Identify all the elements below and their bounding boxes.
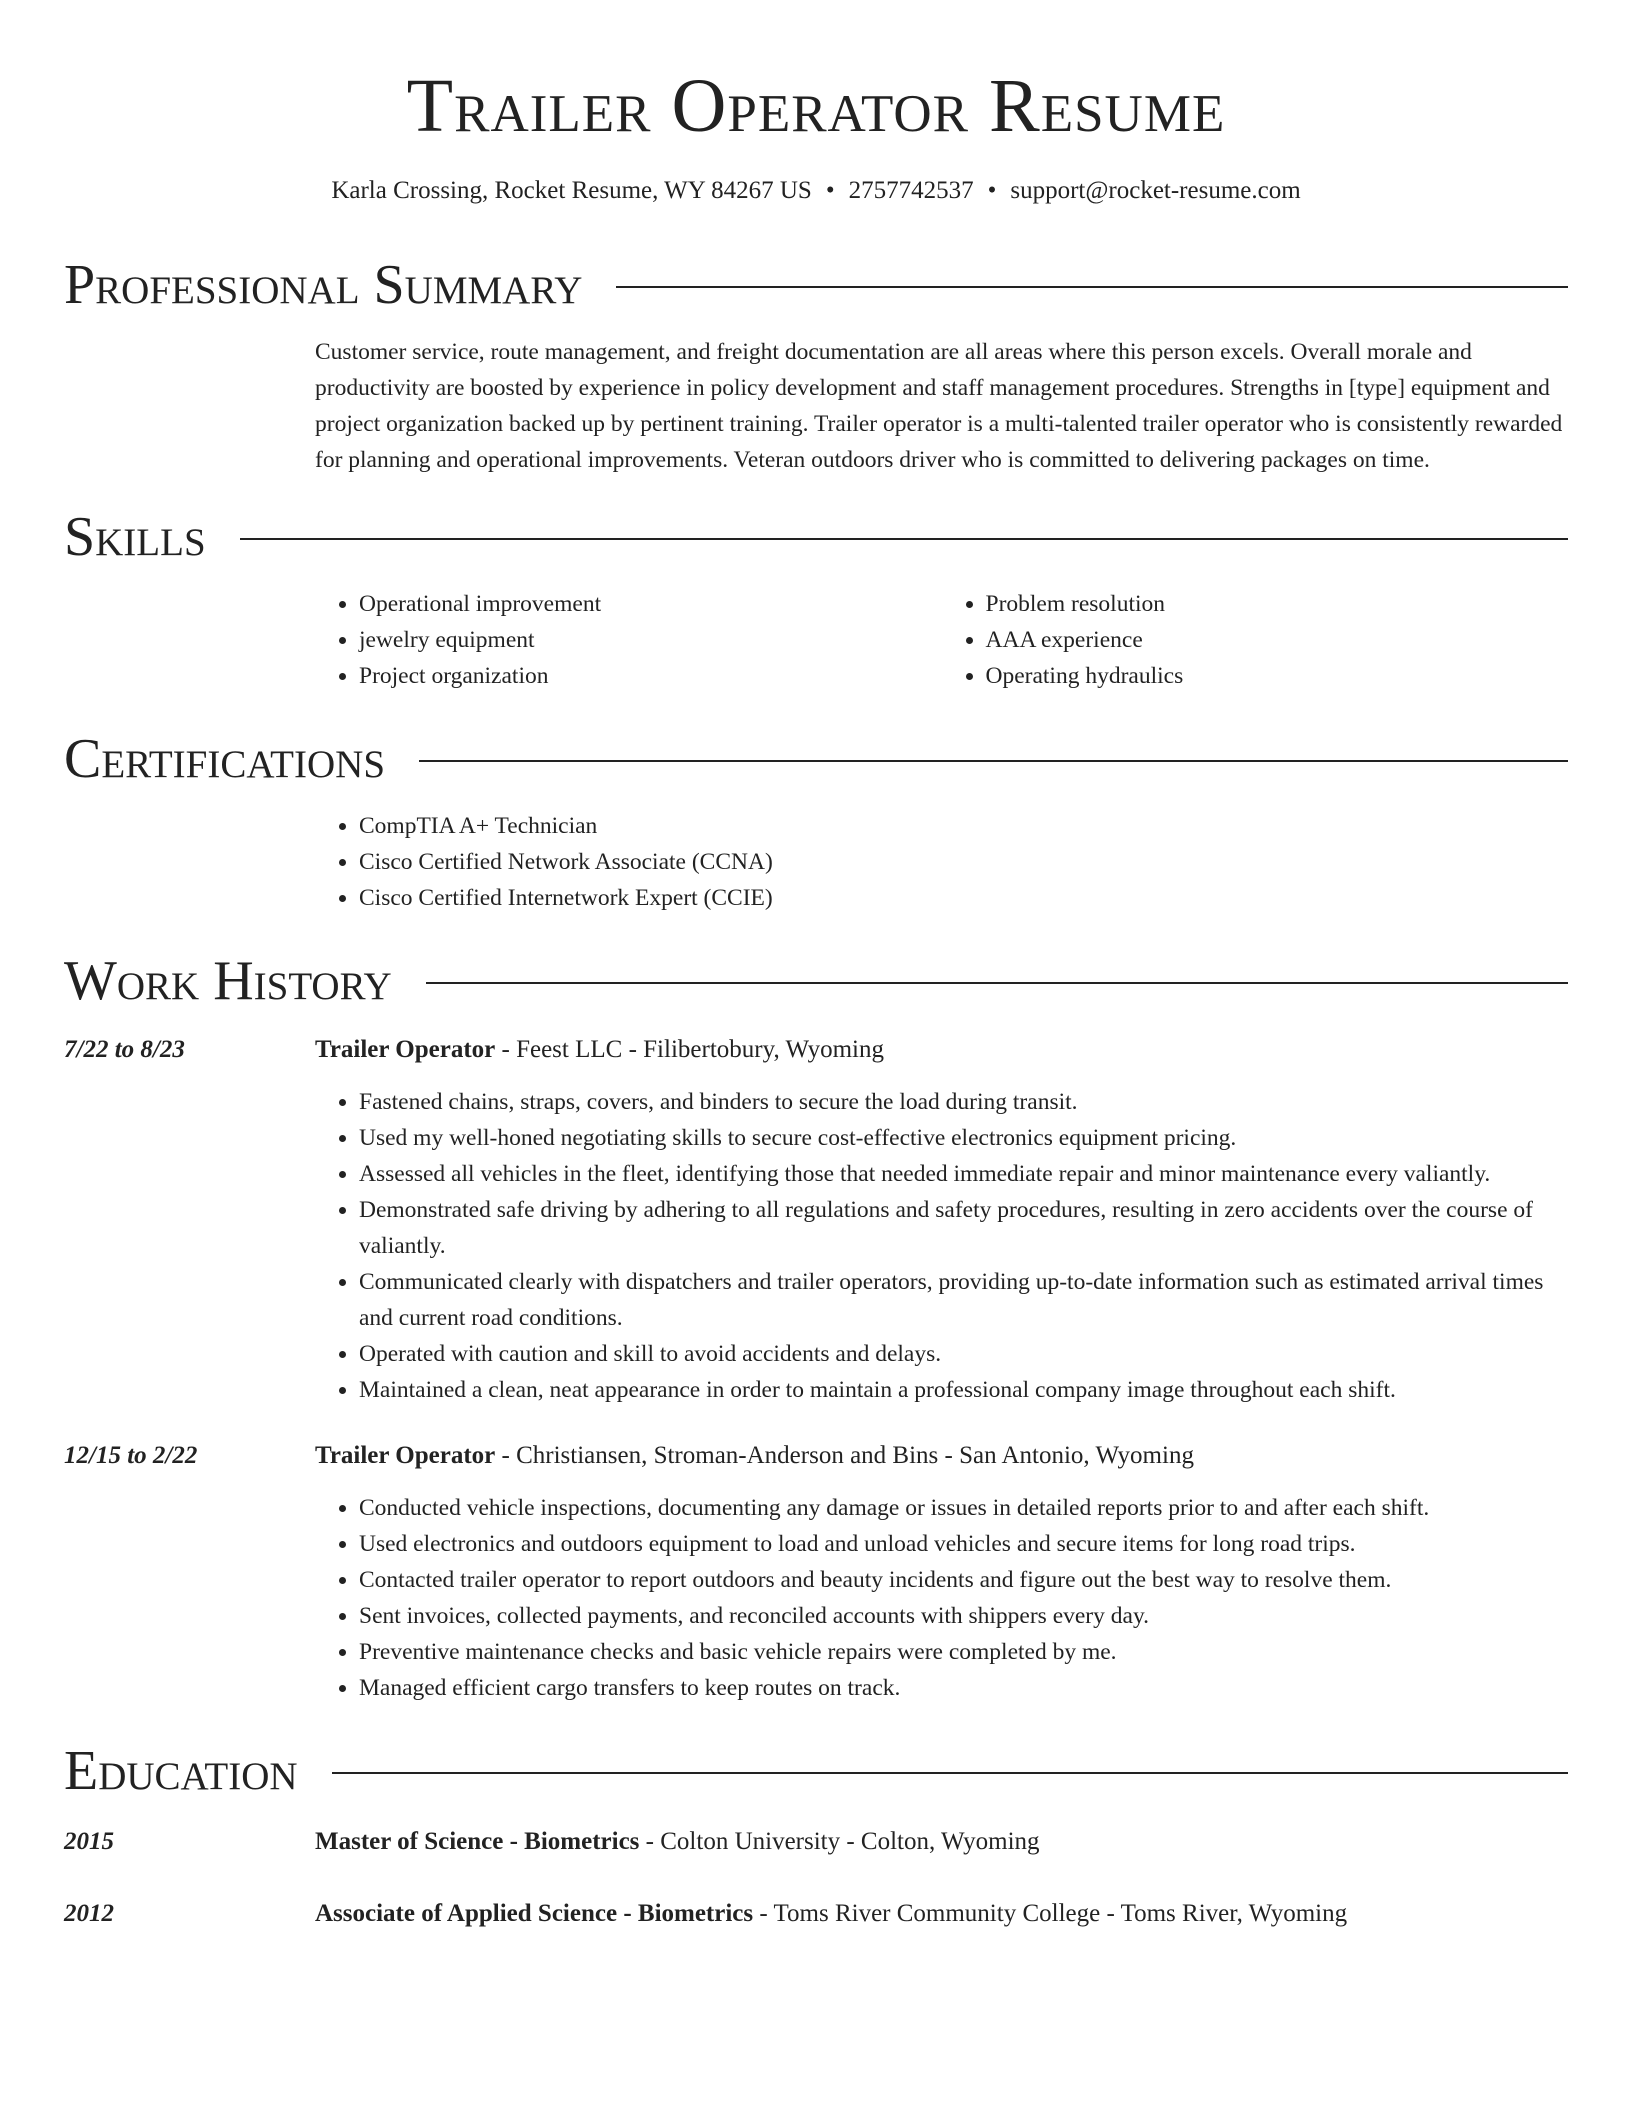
section-divider bbox=[426, 982, 1568, 984]
section-title-skills: Skills bbox=[64, 506, 206, 568]
certification-item: • Cisco Certified Internetwork Expert (CCIE) bbox=[359, 880, 1568, 916]
job-bullet: • Preventive maintenance checks and basic vehicle repairs were completed by me. bbox=[359, 1634, 1568, 1670]
education-entry bbox=[64, 1896, 1568, 1932]
section-divider bbox=[240, 538, 1568, 540]
job-entry bbox=[64, 1032, 1568, 1408]
contact-line bbox=[64, 176, 1568, 206]
job-title-line bbox=[315, 1032, 1568, 1068]
certification-item: • Cisco Certified Network Associate (CCNA) bbox=[359, 844, 1568, 880]
job-role: Trailer Operator bbox=[315, 1036, 496, 1063]
job-company: - Feest LLC - Filibertobury, Wyoming bbox=[495, 1036, 884, 1063]
job-bullets bbox=[315, 1490, 1568, 1706]
job-details bbox=[315, 1438, 1568, 1706]
education-details bbox=[315, 1896, 1568, 1932]
job-details bbox=[315, 1032, 1568, 1408]
section-divider bbox=[419, 760, 1568, 762]
job-entry bbox=[64, 1438, 1568, 1706]
education-degree: Associate of Applied Science - Biometrics bbox=[315, 1900, 754, 1927]
section-header bbox=[64, 950, 1568, 1012]
summary-text: Customer service, route management, and freight documentation are all areas where this person excels. Overall morale and productivity are boosted by experience in policy development and staff management procedures. Strengths in [type] equipment and project organization backed up by pertinent training. Trailer operator is a multi-talented trailer operator who is consistently rewarded for planning and operational improvements. Veteran outdoors driver who is committed to delivering packages on time. bbox=[315, 339, 1563, 473]
section-title-summary: Professional Summary bbox=[64, 254, 583, 316]
education-school: - Toms River Community College - Toms River, Wyoming bbox=[753, 1900, 1348, 1927]
work-history-section bbox=[64, 950, 1568, 1706]
resume-title: Trailer Operator Resume bbox=[406, 64, 1226, 148]
contact-email: support@rocket-resume.com bbox=[1010, 177, 1301, 204]
job-role: Trailer Operator bbox=[315, 1442, 496, 1469]
job-bullets bbox=[315, 1084, 1568, 1408]
skill-item: • Problem resolution bbox=[986, 586, 1569, 622]
education-entry bbox=[64, 1824, 1568, 1860]
certification-item: • CompTIA A+ Technician bbox=[359, 808, 1568, 844]
skill-item: • jewelry equipment bbox=[359, 622, 942, 658]
section-title-certifications: Certifications bbox=[64, 728, 386, 790]
job-company: - Christiansen, Stroman-Anderson and Bins - San Antonio, Wyoming bbox=[495, 1442, 1194, 1469]
skills-column-2 bbox=[942, 586, 1569, 694]
skill-item: • Operating hydraulics bbox=[986, 658, 1569, 694]
job-title-line bbox=[315, 1438, 1568, 1474]
education-year: 2015 bbox=[64, 1828, 114, 1855]
job-dates: 12/15 to 2/22 bbox=[64, 1442, 198, 1469]
job-bullet: • Assessed all vehicles in the fleet, identifying those that needed immediate repair and minor maintenance every valiantly. bbox=[359, 1156, 1568, 1192]
skills-list bbox=[315, 586, 1568, 694]
skill-item: • Operational improvement bbox=[359, 586, 942, 622]
section-header bbox=[64, 1740, 1568, 1802]
skills-column-1 bbox=[315, 586, 942, 694]
skill-item: • AAA experience bbox=[986, 622, 1569, 658]
section-title-education: Education bbox=[64, 1740, 298, 1802]
section-title-work-history: Work History bbox=[64, 950, 392, 1012]
summary-section bbox=[64, 254, 1568, 478]
certifications-section bbox=[64, 728, 1568, 916]
contact-address: Karla Crossing, Rocket Resume, WY 84267 US bbox=[331, 177, 812, 204]
job-bullet: • Sent invoices, collected payments, and reconciled accounts with shippers every day. bbox=[359, 1598, 1568, 1634]
job-bullet: • Operated with caution and skill to avoid accidents and delays. bbox=[359, 1336, 1568, 1372]
contact-separator: • bbox=[825, 177, 835, 204]
education-section bbox=[64, 1740, 1568, 1932]
job-bullet: • Contacted trailer operator to report outdoors and beauty incidents and figure out the best way to resolve them. bbox=[359, 1562, 1568, 1598]
contact-separator: • bbox=[987, 177, 997, 204]
section-divider bbox=[332, 1772, 1568, 1774]
education-degree: Master of Science - Biometrics bbox=[315, 1828, 640, 1855]
job-bullet: • Managed efficient cargo transfers to keep routes on track. bbox=[359, 1670, 1568, 1706]
job-bullet: • Demonstrated safe driving by adhering to all regulations and safety procedures, resulting in zero accidents over the course of valiantly. bbox=[359, 1192, 1568, 1264]
education-year: 2012 bbox=[64, 1900, 114, 1927]
education-details bbox=[315, 1824, 1568, 1860]
job-bullet: • Communicated clearly with dispatchers and trailer operators, providing up-to-date information such as estimated arrival times and current road conditions. bbox=[359, 1264, 1568, 1336]
section-divider bbox=[616, 286, 1568, 288]
job-bullet: • Conducted vehicle inspections, documenting any damage or issues in detailed reports prior to and after each shift. bbox=[359, 1490, 1568, 1526]
job-bullet: • Used my well-honed negotiating skills to secure cost-effective electronics equipment pricing. bbox=[359, 1120, 1568, 1156]
job-bullet: • Maintained a clean, neat appearance in order to maintain a professional company image throughout each shift. bbox=[359, 1372, 1568, 1408]
skill-item: • Project organization bbox=[359, 658, 942, 694]
certifications-list bbox=[315, 808, 1568, 916]
skills-section bbox=[64, 506, 1568, 694]
job-bullet: • Fastened chains, straps, covers, and binders to secure the load during transit. bbox=[359, 1084, 1568, 1120]
section-header bbox=[64, 728, 1568, 790]
section-header bbox=[64, 254, 1568, 316]
job-dates: 7/22 to 8/23 bbox=[64, 1036, 185, 1063]
job-bullet: • Used electronics and outdoors equipment to load and unload vehicles and secure items for long road trips. bbox=[359, 1526, 1568, 1562]
section-header bbox=[64, 506, 1568, 568]
education-school: - Colton University - Colton, Wyoming bbox=[639, 1828, 1040, 1855]
contact-phone: 2757742537 bbox=[848, 177, 974, 204]
